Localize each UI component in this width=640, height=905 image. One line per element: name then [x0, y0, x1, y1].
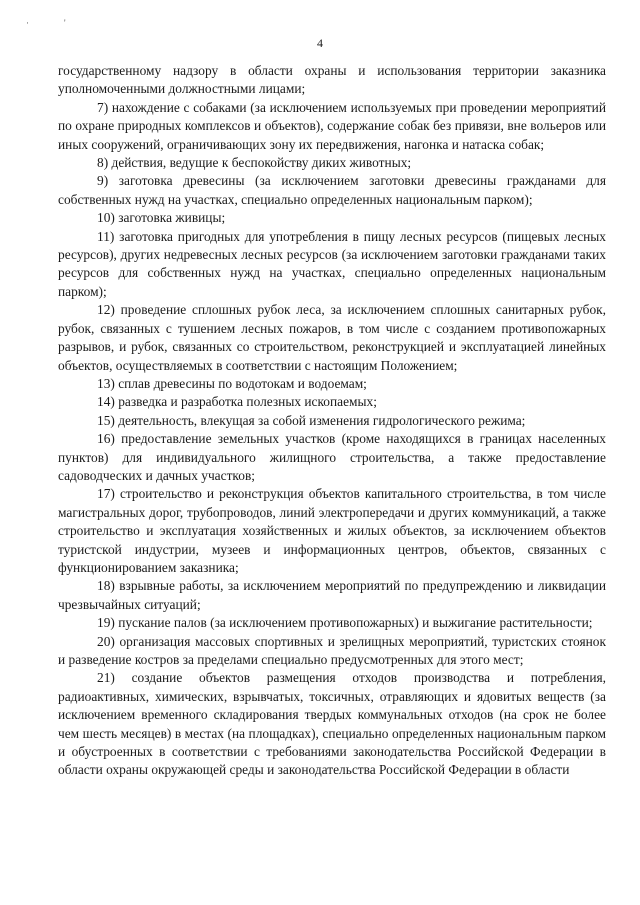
list-item-10: 10) заготовка живицы;	[97, 210, 226, 226]
list-item-14: 14) разведка и разработка полезных ископаемых;	[97, 394, 377, 410]
list-item-11: 11) заготовка пригодных для употребления в пищу лесных ресурсов (пищевых лесных ресурсов), других недревесных лесных ресурсов (за исключением заготовки гражданами таких ресурсов для собственных нужд на участках, специально определенных национальным парком);	[58, 228, 606, 299]
list-item-20: 20) организация массовых спортивных и зрелищных мероприятий, туристских стоянок и разведение костров за пределами специально предусмотренных для этого мест;	[58, 633, 606, 667]
paragraph-continuation: государственному надзору в области охраны и использования территории заказника уполномоченными должностными лицами;	[58, 63, 606, 97]
list-item-7: 7) нахождение с собаками (за исключением используемых при проведении мероприятий по охране природных комплексов и объектов), содержание собак без привязи, вне вольеров или иных сооружений, ограничивающих зону их передвижения, нагонка и натаска собак;	[58, 99, 606, 152]
scan-mark: '	[64, 18, 66, 28]
list-item-15: 15) деятельность, влекущая за собой изменения гидрологического режима;	[97, 412, 526, 428]
list-item-12: 12) проведение сплошных рубок леса, за исключением сплошных санитарных рубок, рубок, связанных с тушением лесных пожаров, в том числе с созданием противопожарных разрывов, и рубок, связанных со строительством, реконструкцией и эксплуатацией линейных объектов, осуществляемых в соответствии с настоящим Положением;	[58, 302, 606, 373]
list-item-18: 18) взрывные работы, за исключением мероприятий по предупреждению и ликвидации чрезвычайных ситуаций;	[58, 578, 606, 612]
list-item-8: 8) действия, ведущие к беспокойству диких животных;	[97, 155, 412, 171]
list-item-16: 16) предоставление земельных участков (кроме находящихся в границах населенных пунктов) для индивидуального жилищного строительства, а также предоставление садоводческих и дачных участков;	[58, 431, 606, 483]
list-item-13: 13) сплав древесины по водотокам и водоемам;	[97, 375, 367, 391]
list-item-9: 9) заготовка древесины (за исключением заготовки древесины гражданами для собственных нужд на участках, специально определенных национальным парком);	[58, 173, 606, 207]
scan-mark: ·	[26, 18, 29, 28]
document-body	[58, 62, 606, 780]
list-item-19: 19) пускание палов (за исключением противопожарных) и выжигание растительности;	[97, 615, 593, 631]
list-item-21: 21) создание объектов размещения отходов производства и потребления, радиоактивных, химических, взрывчатых, токсичных, отравляющих и ядовитых веществ (за исключением временного складирования твердых коммунальных отходов (на срок не более чем шесть месяцев) в местах (на площадках), специально определенных национальным парком и обустроенных в соответствии с требованиями законодательства Российской Федерации в области охраны окружающей среды и законодательства Российской Федерации в области	[58, 670, 606, 778]
list-item-17: 17) строительство и реконструкция объектов капитального строительства, в том числе магистральных дорог, трубопроводов, линий электропередачи и других коммуникаций, а также строительство и эксплуатация хозяйственных и жилых объектов, за исключением объектов туристской индустрии, музеев и информационных центров, объектов, связанных с функционированием заказника;	[58, 486, 606, 575]
page-number: 4	[317, 36, 323, 50]
